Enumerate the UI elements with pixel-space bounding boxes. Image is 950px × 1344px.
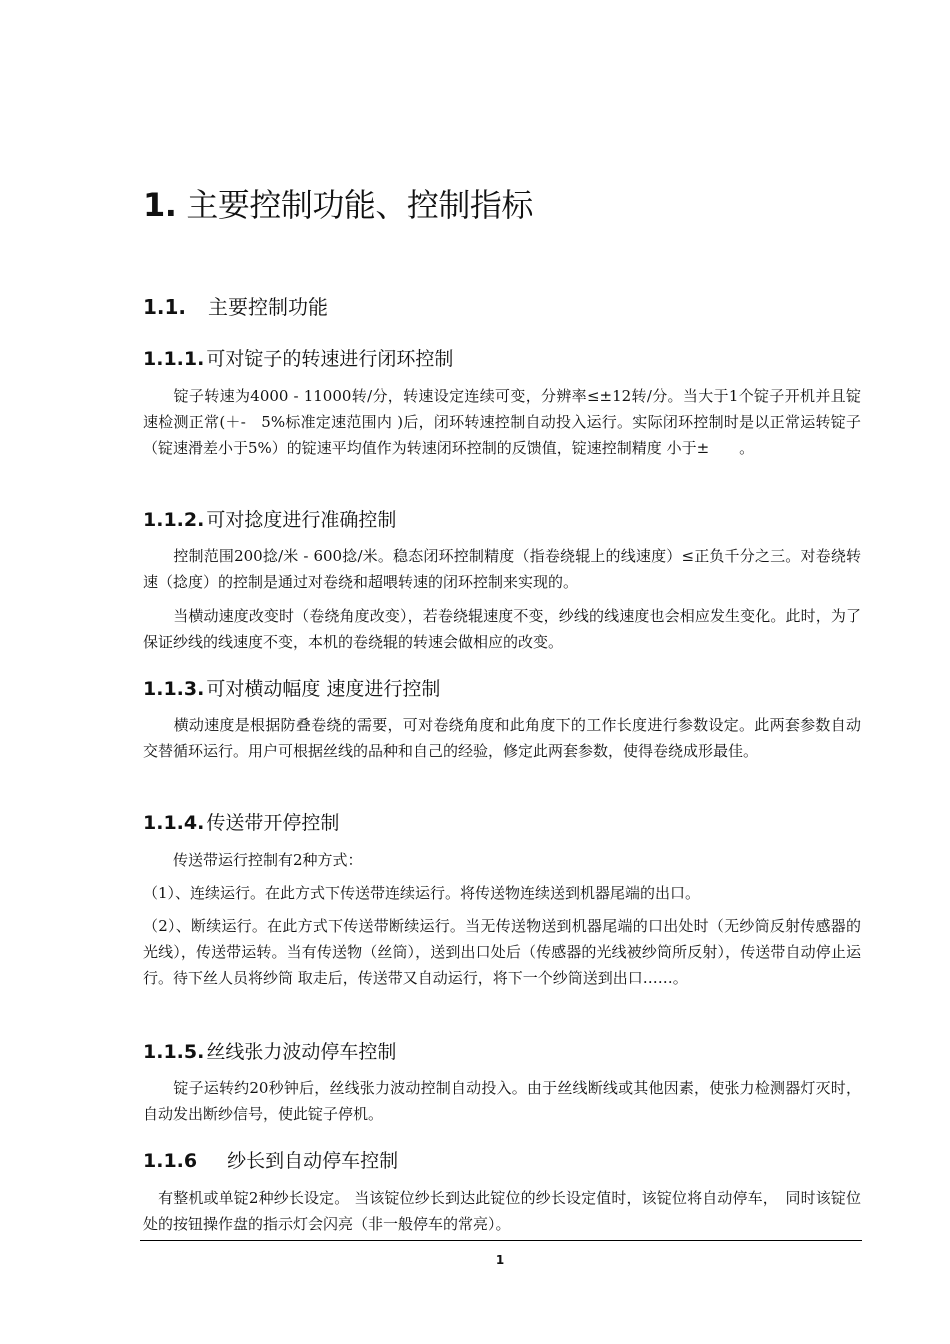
body-paragraph: （2）、断续运行。在此方式下传送带断续运行。当无传送物送到机器尾端的口出处时（无纱筒反射传感器的光线），传送带运转。当有传送物（丝筒），送到出口处后（传感器的光线被纱筒所反射），传送带自动停止运行。待下丝人员将纱筒 取走后，传送带又自动运行，将下一个纱筒送到出口……。 [143,917,861,987]
subsection-heading [143,674,440,701]
chapter-number: 1. [143,186,177,224]
subsection-title: 纱长到自动停车控制 [227,1150,399,1172]
subsection-title: 丝线张力波动停车控制 [206,1041,397,1063]
subsection-title: 传送带开停控制 [206,812,340,834]
subsection-title: 可对捻度进行准确控制 [206,509,397,531]
subsection-heading [143,1037,396,1064]
section-title-text: 主要控制功能 [208,295,329,319]
subsection-number: 1.1.5. [143,1041,205,1063]
subsection-number: 1.1.3. [143,678,205,700]
body-paragraph: 横动速度是根据防叠卷绕的需要，可对卷绕角度和此角度下的工作长度进行参数设定。此两套参数自动交替循环运行。用户可根据丝线的品种和自己的经验，修定此两套参数，使得卷绕成形最佳。 [143,716,861,760]
body-paragraph: 传送带运行控制有2种方式： [143,851,363,869]
page-number: 1 [495,1253,505,1267]
subsection-heading [143,505,396,532]
section-heading [143,291,328,320]
chapter-title [143,180,533,226]
body-paragraph: 锭子运转约20秒钟后，丝线张力波动控制自动投入。由于丝线断线或其他因素，使张力检测器灯灭时，自动发出断纱信号，使此锭子停机。 [143,1079,861,1123]
chapter-title-text: 主要控制功能、控制指标 [186,186,533,224]
section-number: 1.1. [143,295,187,319]
footer-rule [140,1240,862,1241]
subsection-number: 1.1.6 [143,1150,198,1172]
subsection-number: 1.1.2. [143,509,205,531]
subsection-heading [143,808,339,835]
subsection-heading [143,1146,398,1173]
body-paragraph: 锭子转速为4000 - 11000转/分，转速设定连续可变，分辨率≤±12转/分。当大于1个锭子开机并且锭速检测正常(＋- 5%标准定速范围内 )后，闭环转速控制自动投入运行。实际闭环控制时是以正常运转锭子（锭速滑差小于5%）的锭速平均值作为转速闭环控制的反馈值，锭速控制精度 小于± 。 [143,387,861,457]
subsection-heading [143,344,453,371]
body-paragraph: 有整机或单锭2种纱长设定。 当该锭位纱长到达此锭位的纱长设定值时，该锭位将自动停车， 同时该锭位处的按钮操作盘的指示灯会闪亮（非一般停车的常亮）。 [143,1189,861,1233]
subsection-title: 可对横动幅度 速度进行控制 [206,678,441,700]
body-paragraph: 控制范围200捻/米 - 600捻/米。稳态闭环控制精度（指卷绕辊上的线速度）≤正负千分之三。对卷绕转速（捻度）的控制是通过对卷绕和超喂转速的闭环控制来实现的。 [143,547,861,591]
subsection-number: 1.1.4. [143,812,205,834]
body-paragraph: （1）、连续运行。在此方式下传送带连续运行。将传送物连续送到机器尾端的出口。 [143,884,701,902]
subsection-title: 可对锭子的转速进行闭环控制 [206,348,454,370]
body-paragraph: 当横动速度改变时（卷绕角度改变），若卷绕辊速度不变，纱线的线速度也会相应发生变化。此时，为了保证纱线的线速度不变，本机的卷绕辊的转速会做相应的改变。 [143,607,861,651]
subsection-number: 1.1.1. [143,348,205,370]
